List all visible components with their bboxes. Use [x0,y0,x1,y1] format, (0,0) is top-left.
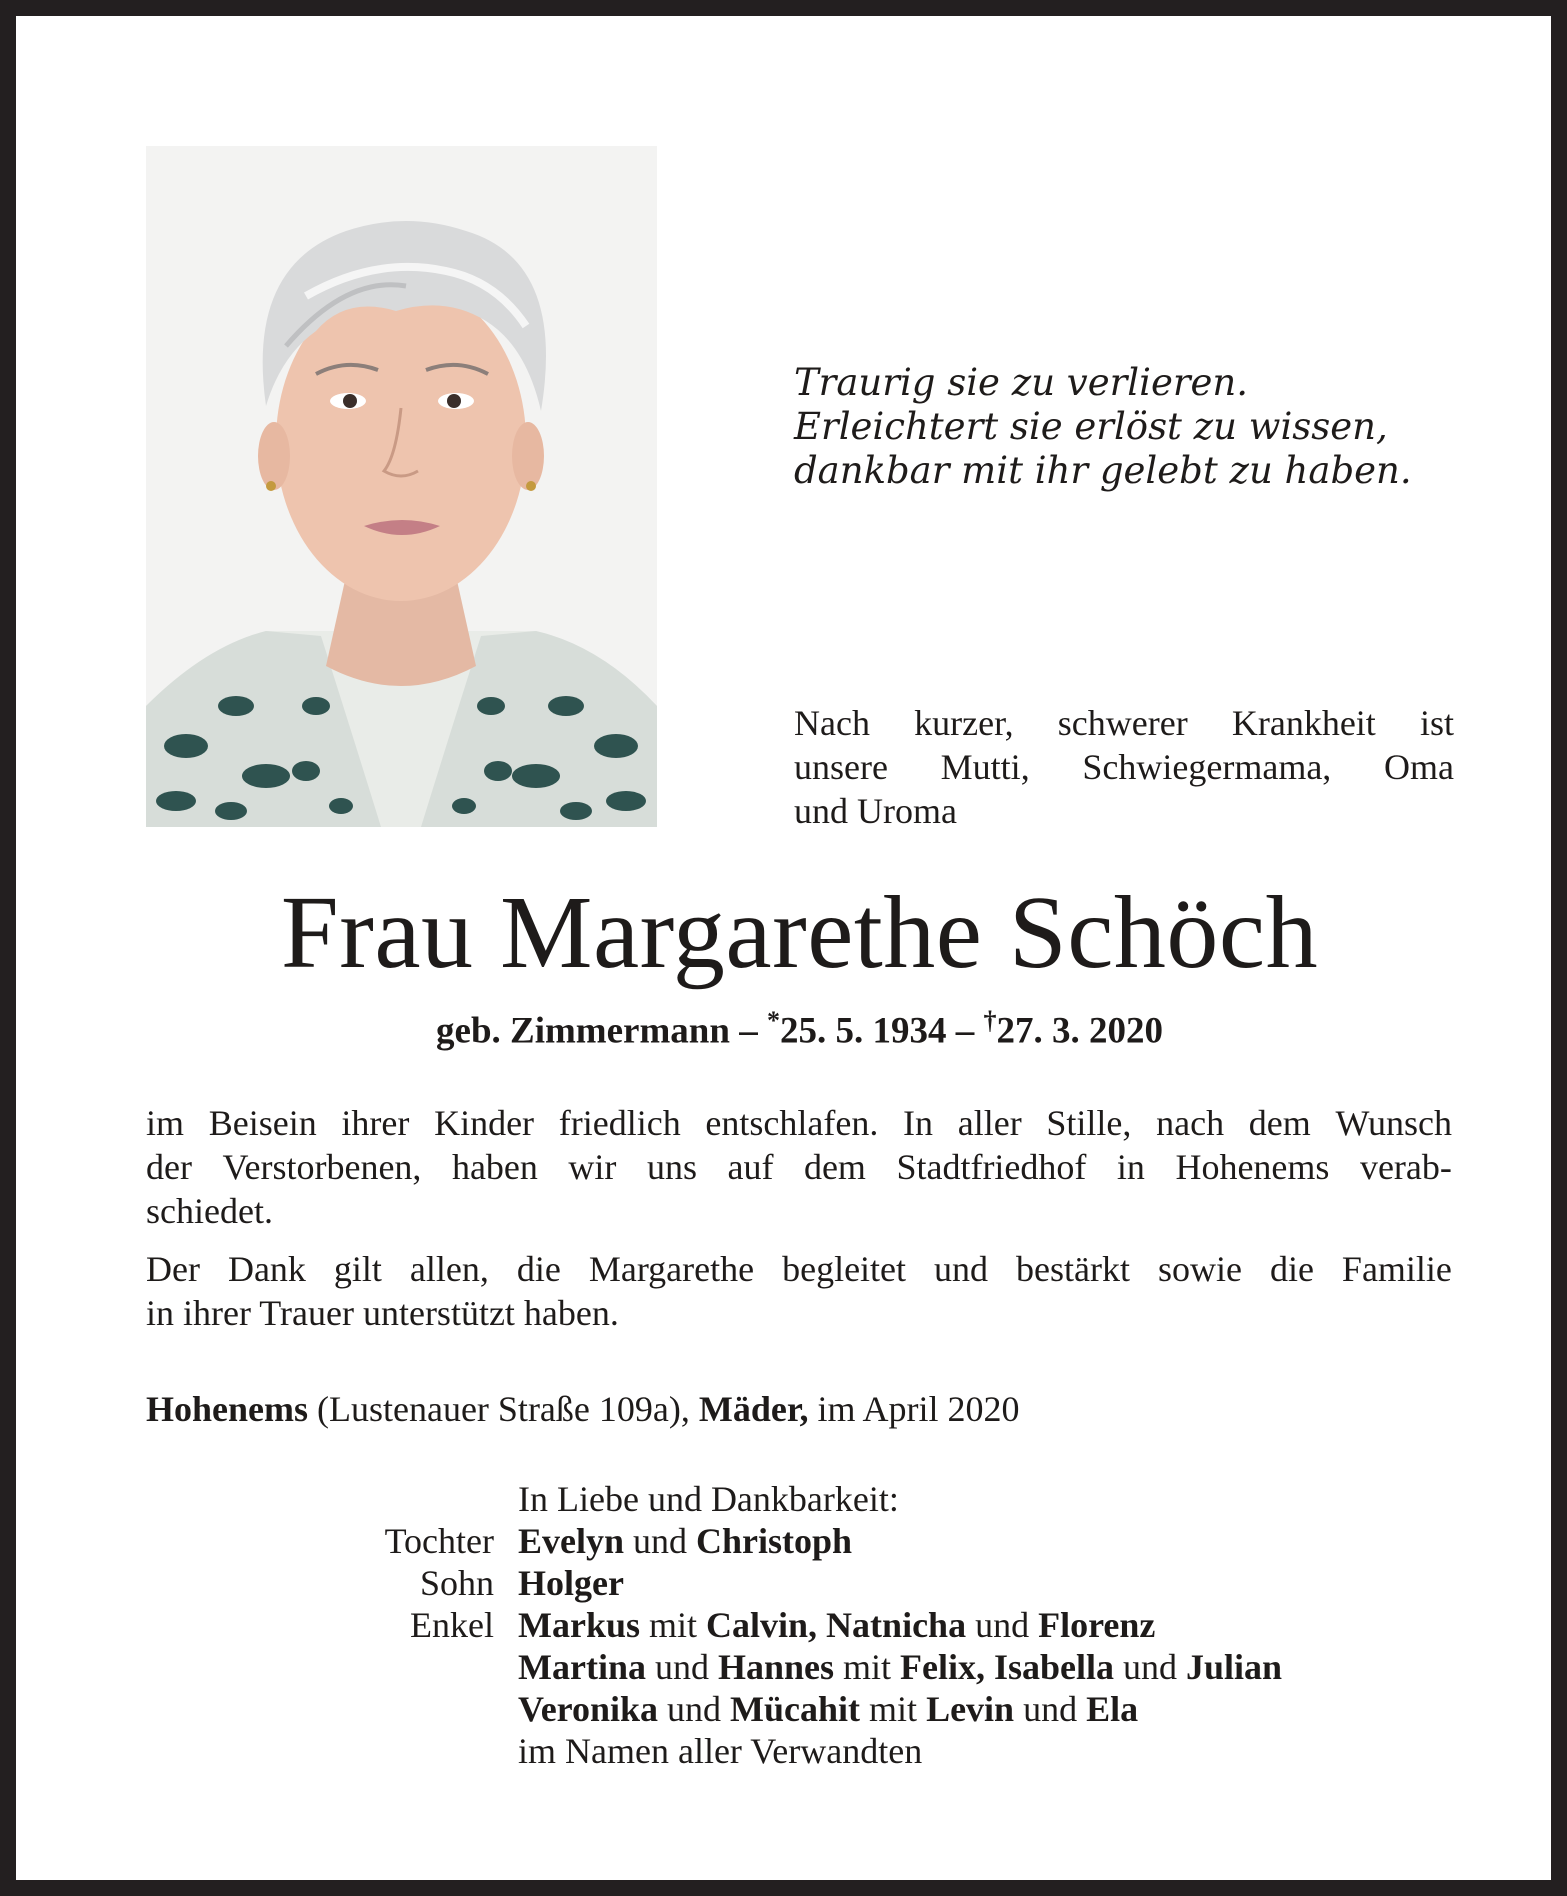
address: (Lustenauer Straße 109a), [308,1389,699,1429]
family-name: Florenz [1038,1605,1156,1645]
family-name: Ela [1086,1689,1139,1729]
conjunction: mit [640,1605,707,1645]
poem-line-2: Erleichtert sie erlöst zu wissen, [794,405,1388,448]
family-closing: im Namen aller Verwandten [518,1731,923,1771]
intro-word: schwerer [1057,703,1188,743]
body-word: die [1269,1249,1314,1289]
body-word: Margarethe [588,1249,755,1289]
paragraph-1 [146,1101,1452,1233]
body-word: Stille, [1046,1103,1132,1143]
separator: – [729,1010,767,1052]
intro-word: Oma [1384,747,1454,787]
p2-line-2: in ihrer Trauer unterstützt haben. [146,1293,619,1333]
family-name: Holger [518,1563,624,1603]
family-name: Christoph [696,1521,853,1561]
intro-word: ist [1419,703,1454,743]
body-word: Verstorbenen, [222,1147,422,1187]
body-word: auf [727,1147,774,1187]
family-name: Martina [518,1647,646,1687]
intro-word: Schwiegermama, [1082,747,1332,787]
intro-word: kurzer, [914,703,1014,743]
family-name: Evelyn [518,1521,625,1561]
conjunction: und [966,1605,1039,1645]
body-word: nach [1156,1103,1225,1143]
body-word: friedlich [558,1103,681,1143]
conjunction: und [658,1689,731,1729]
body-text [146,1101,1452,1335]
family-row-enkel-3 [146,1688,1282,1730]
body-word: begleitet [782,1249,907,1289]
p1-line-3: schiedet. [146,1191,273,1231]
intro-word: Mutti, [940,747,1030,787]
family-list [146,1478,1282,1772]
family-name: Mücahit [730,1689,861,1729]
body-word: verab- [1359,1147,1452,1187]
separator: – [946,1010,984,1052]
body-word: Familie [1341,1249,1452,1289]
intro-word: unsere [794,747,888,787]
relation-label: Tochter [384,1521,494,1561]
maiden-name: geb. Zimmermann [436,1010,730,1052]
p1-line-2 [146,1145,1452,1189]
body-word: Wunsch [1335,1103,1452,1143]
poem-line-3: dankbar mit ihr gelebt zu haben. [794,449,1412,492]
body-word: in [1116,1147,1145,1187]
relation-label: Enkel [410,1605,494,1645]
body-word: Hohenems [1175,1147,1330,1187]
family-name: Levin [926,1689,1015,1729]
place-date: im April 2020 [808,1389,1020,1429]
body-word: gilt [333,1249,382,1289]
body-word: Dank [227,1249,306,1289]
family-name: Julian [1186,1647,1283,1687]
conjunction: und [1114,1647,1187,1687]
family-name: Calvin, Natnicha [706,1605,967,1645]
body-word: allen, [409,1249,489,1289]
body-word: dem [803,1147,866,1187]
body-word: Der [146,1249,200,1289]
body-word: ihrer [341,1103,410,1143]
body-word: dem [1248,1103,1311,1143]
conjunction: mit [860,1689,927,1729]
conjunction: und [624,1521,697,1561]
intro-line-1 [794,701,1454,745]
city-maeder: Mäder, [698,1389,809,1429]
family-row-sohn [146,1562,1282,1604]
body-word: der [146,1147,192,1187]
body-word: die [516,1249,561,1289]
body-word: Stadtfriedhof [896,1147,1087,1187]
intro-word: Krankheit [1231,703,1376,743]
body-word: im [146,1103,185,1143]
family-row-tochter [146,1520,1282,1562]
poem [794,361,1434,493]
relation-label: Sohn [419,1563,494,1603]
intro-text [794,701,1454,833]
intro-line-3: und Uroma [794,791,957,831]
body-word: sowie [1157,1249,1242,1289]
deceased-name: Frau Margarethe Schöch [280,875,1319,990]
body-word: bestärkt [1016,1249,1130,1289]
poem-line-1: Traurig sie zu verlieren. [794,361,1249,404]
family-closing-row [146,1730,1282,1772]
portrait-image [146,146,657,827]
body-word: uns [646,1147,697,1187]
conjunction: und [645,1647,718,1687]
body-word: In [903,1103,934,1143]
body-word: Kinder [434,1103,535,1143]
birth-date: 25. 5. 1934 [779,1010,947,1052]
conjunction: und [1014,1689,1087,1729]
portrait-photo [146,146,657,827]
place-date-line [146,1388,1020,1430]
family-row-enkel-2 [146,1646,1282,1688]
p2-line-1 [146,1247,1452,1291]
body-word: wir [568,1147,617,1187]
city-hohenems: Hohenems [146,1389,308,1429]
p1-line-1 [146,1101,1452,1145]
body-word: und [934,1249,989,1289]
paragraph-2 [146,1247,1452,1335]
intro-word: Nach [794,703,870,743]
family-name: Hannes [717,1647,835,1687]
family-name: Veronika [518,1689,659,1729]
body-word: haben [451,1147,538,1187]
conjunction: mit [834,1647,901,1687]
birth-death-line [16,1006,1567,1052]
death-date: 27. 3. 2020 [996,1010,1163,1052]
birth-symbol: * [766,1006,780,1035]
body-word: Beisein [208,1103,317,1143]
family-row-enkel-1 [146,1604,1282,1646]
family-heading: In Liebe und Dankbarkeit: [518,1479,899,1519]
body-word: aller [957,1103,1022,1143]
death-symbol: † [983,1006,997,1035]
family-heading-row [146,1478,1282,1520]
body-word: entschlafen. [705,1103,879,1143]
family-name: Felix, Isabella [900,1647,1115,1687]
family-name: Markus [518,1605,641,1645]
intro-line-2 [794,745,1454,789]
